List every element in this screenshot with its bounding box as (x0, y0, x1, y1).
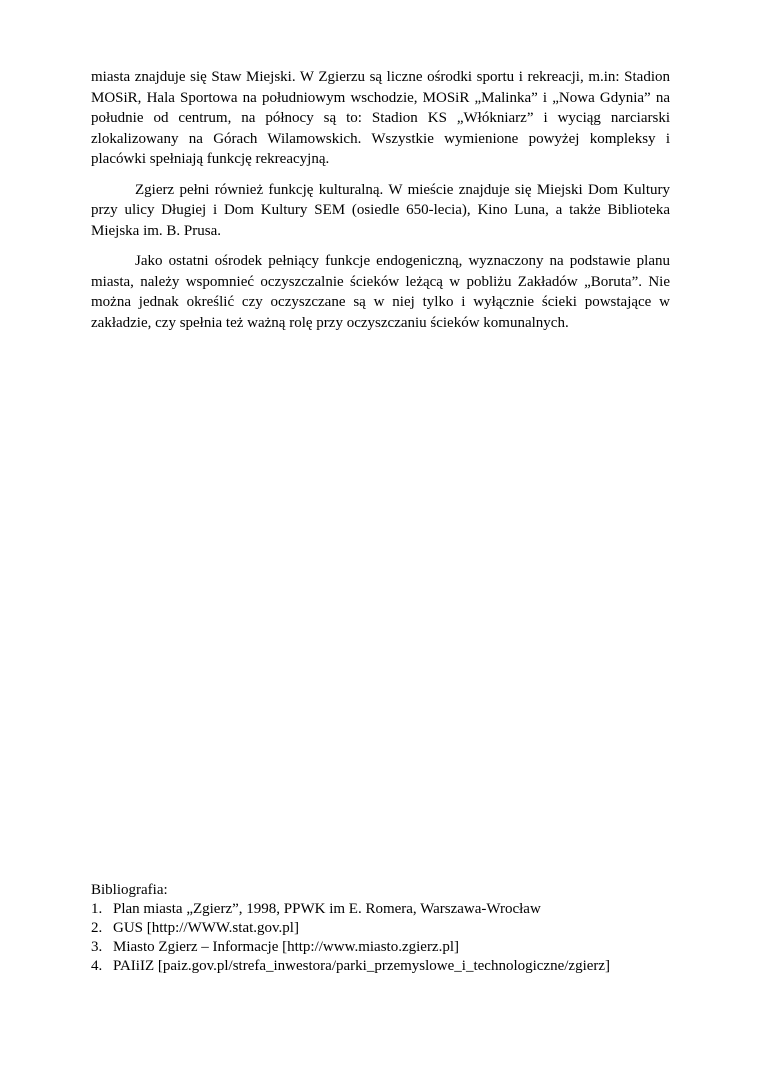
bibliography-item (91, 900, 691, 919)
bibliography-item-text: PAIiIZ [paiz.gov.pl/strefa_inwestora/parki_przemyslowe_i_technologiczne/zgierz] (113, 958, 611, 974)
bibliography-item-number: 4. (91, 958, 103, 974)
bibliography-item-text: Miasto Zgierz – Informacje [http://www.miasto.zgierz.pl] (113, 939, 460, 955)
body-text (91, 67, 670, 343)
bibliography-item (91, 938, 691, 957)
bibliography-item-number: 3. (91, 939, 103, 955)
paragraph-sewage-plant: Jako ostatni ośrodek pełniący funkcje endogeniczną, wyznaczony na podstawie planu miasta, należy wspomnieć oczyszczalnie ścieków leżącą w pobliżu Zakładów „Boruta”. Nie można jednak określić czy oczyszczane są w niej tylko i wyłącznie ścieki powstające w zakładzie, czy spełnia też ważną rolę przy oczyszczaniu ścieków komunalnych. (91, 253, 670, 331)
bibliography-item-number: 1. (91, 901, 103, 917)
bibliography-item (91, 919, 691, 938)
bibliography-heading: Bibliografia: (91, 882, 168, 898)
paragraph-recreation: miasta znajduje się Staw Miejski. W Zgierzu są liczne ośrodki sportu i rekreacji, m.in: Stadion MOSiR, Hala Sportowa na południowym wschodzie, MOSiR „Malinka” i „Nowa Gdynia” na południe od centrum, na północy są to: Stadion KS „Włókniarz” i wyciąg narciarski zlokalizowany na Górach Wilamowskich. Wszystkie wymienione powyżej kompleksy i placówki spełniają funkcję rekreacyjną. (91, 69, 670, 167)
bibliography-item-text: Plan miasta „Zgierz”, 1998, PPWK im E. Romera, Warszawa-Wrocław (113, 901, 541, 917)
bibliography-list (91, 900, 691, 976)
bibliography-item-text: GUS [http://WWW.stat.gov.pl] (113, 920, 299, 936)
bibliography-item (91, 957, 691, 976)
bibliography-item-number: 2. (91, 920, 103, 936)
paragraph-culture: Zgierz pełni również funkcję kulturalną. W mieście znajduje się Miejski Dom Kultury przy ulicy Długiej i Dom Kultury SEM (osiedle 650-lecia), Kino Luna, a także Biblioteka Miejska im. B. Prusa. (91, 181, 670, 239)
bibliography (91, 881, 691, 976)
